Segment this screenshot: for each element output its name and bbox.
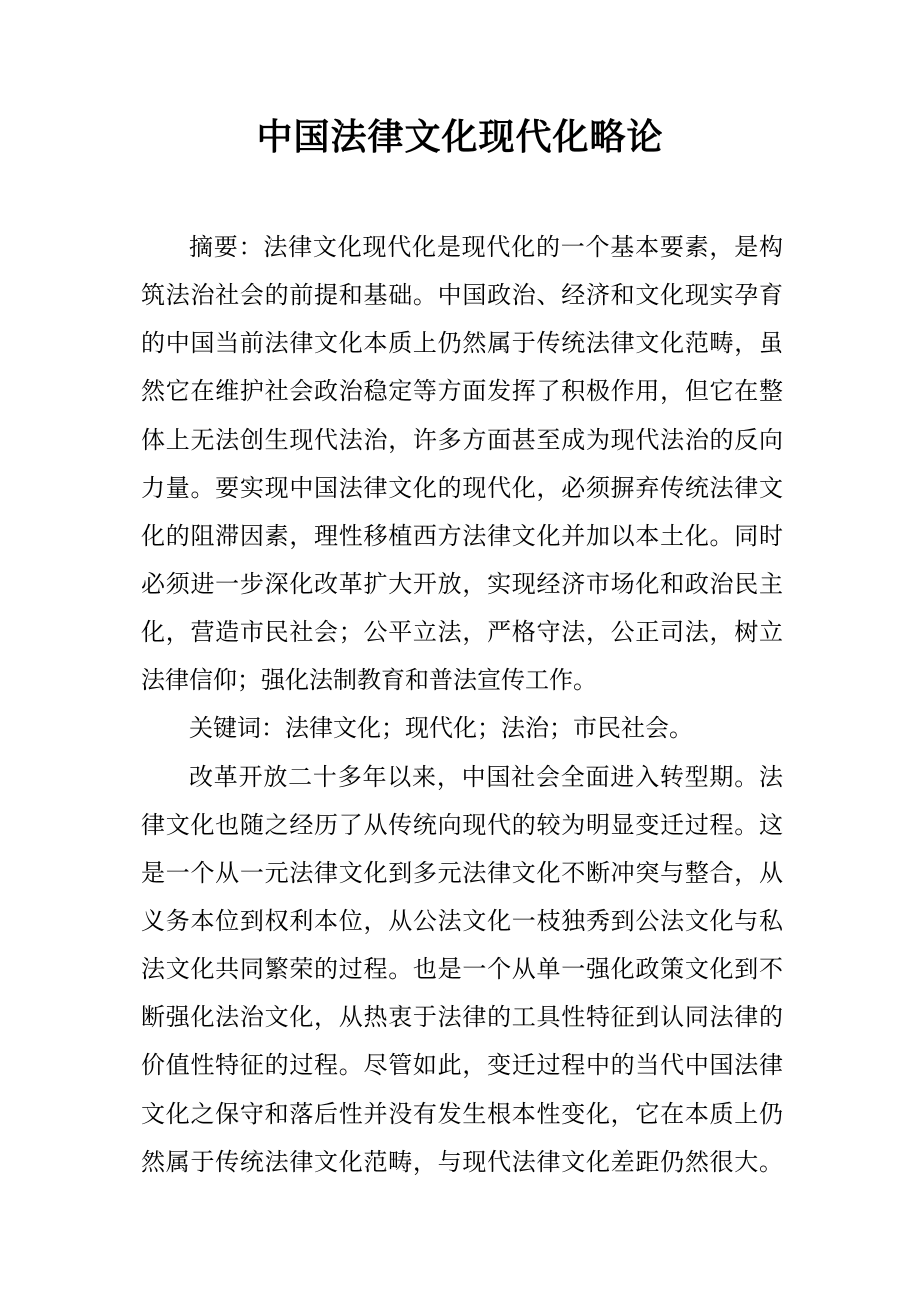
document-body bbox=[141, 223, 783, 1186]
text-line: 体上无法创生现代法治，许多方面甚至成为现代法治的反向 bbox=[141, 425, 783, 454]
text-line: 法文化共同繁荣的过程。也是一个从单一强化政策文化到不 bbox=[141, 955, 783, 984]
text-line: 法律信仰；强化法制教育和普法宣传工作。 bbox=[141, 666, 597, 695]
text-line: 律文化也随之经历了从传统向现代的较为明显变迁过程。这 bbox=[141, 810, 783, 839]
text-line: 然它在维护社会政治稳定等方面发挥了积极作用，但它在整 bbox=[141, 377, 783, 406]
text-line: 化，营造市民社会；公平立法，严格守法，公正司法，树立 bbox=[141, 618, 783, 647]
text-line: 关键词：法律文化；现代化；法治；市民社会。 bbox=[189, 714, 693, 743]
intro-paragraph bbox=[141, 753, 783, 1186]
text-line: 文化之保守和落后性并没有发生根本性变化，它在本质上仍 bbox=[141, 1099, 783, 1128]
text-line: 义务本位到权利本位，从公法文化一枝独秀到公法文化与私 bbox=[141, 906, 783, 935]
text-line: 改革开放二十多年以来，中国社会全面进入转型期。法 bbox=[189, 762, 783, 791]
text-line: 摘要：法律文化现代化是现代化的一个基本要素，是构 bbox=[189, 233, 783, 261]
text-line: 化的阻滞因素，理性移植西方法律文化并加以本土化。同时 bbox=[141, 521, 783, 550]
abstract-paragraph bbox=[141, 223, 783, 704]
text-line: 价值性特征的过程。尽管如此，变迁过程中的当代中国法律 bbox=[141, 1051, 783, 1080]
keywords-paragraph bbox=[141, 704, 783, 752]
document-title: 中国法律文化现代化略论 bbox=[256, 116, 664, 158]
text-line: 力量。要实现中国法律文化的现代化，必须摒弃传统法律文 bbox=[141, 473, 783, 502]
text-line: 筑法治社会的前提和基础。中国政治、经济和文化现实孕育 bbox=[141, 281, 783, 310]
text-line: 的中国当前法律文化本质上仍然属于传统法律文化范畴，虽 bbox=[141, 329, 783, 358]
text-line: 是一个从一元法律文化到多元法律文化不断冲突与整合，从 bbox=[141, 858, 783, 887]
text-line: 断强化法治文化，从热衷于法律的工具性特征到认同法律的 bbox=[141, 1003, 783, 1032]
text-line: 必须进一步深化改革扩大开放，实现经济市场化和政治民主 bbox=[141, 569, 783, 598]
text-line: 然属于传统法律文化范畴，与现代法律文化差距仍然很大。 bbox=[141, 1147, 783, 1176]
